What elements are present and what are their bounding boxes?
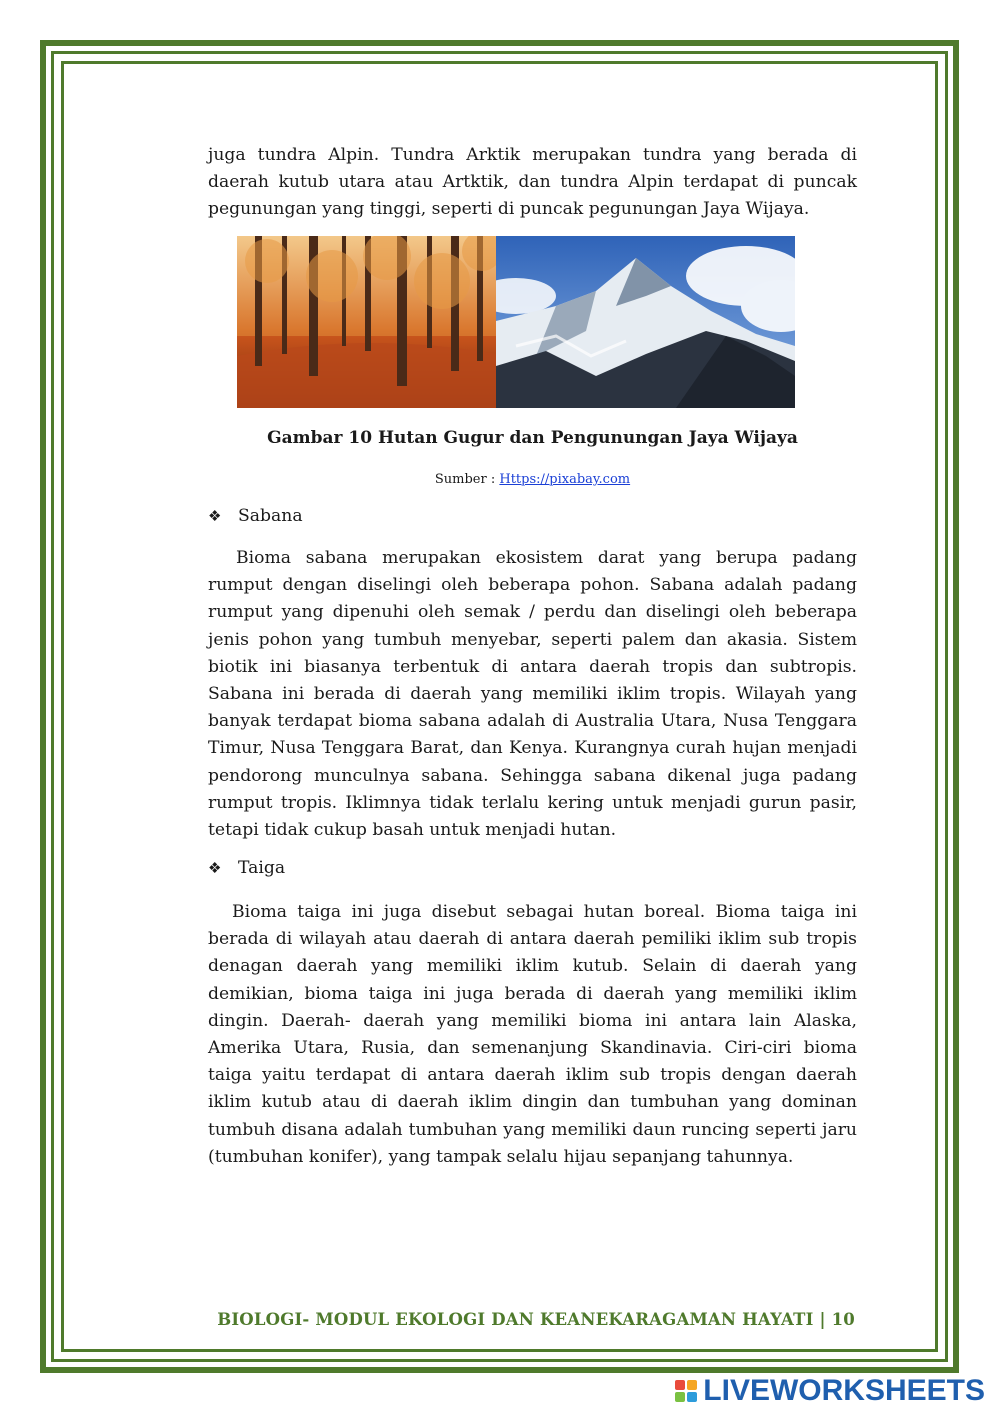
liveworksheets-logo-icon — [675, 1380, 697, 1402]
figure-images — [237, 236, 795, 408]
section-heading-label: Sabana — [238, 506, 303, 526]
autumn-forest-image — [237, 236, 496, 408]
intro-paragraph: juga tundra Alpin. Tundra Arktik merupakan tundra yang berada di daerah kutub utara atau Artktik, dan tundra Alpin terdapat di puncak pegunungan yang tinggi, seperti di puncak pegunungan Jaya Wijaya. — [208, 145, 857, 220]
sabana-paragraph: Bioma sabana merupakan ekosistem darat yang berupa padang rumput dengan diselingi oleh beberapa pohon. Sabana adalah padang rumput yang dipenuhi oleh semak / perdu dan diselingi oleh beberapa jenis pohon yang tumbuh menyebar, seperti palem dan akasia. Sistem biotik ini biasanya terbentuk di antara daerah tropis dan subtropis. Sabana ini berada di daerah yang memiliki iklim tropis. Wilayah yang banyak terdapat bioma sabana adalah di Australia Utara, Nusa Tenggara Timur, Nusa Tenggara Barat, dan Kenya. Kurangnya curah hujan menjadi pendorong munculnya sabana. Sehingga sabana dikenal juga padang rumput tropis. Iklimnya tidak terlalu kering untuk menjadi gurun pasir, tetapi tidak cukup basah untuk menjadi hutan. — [208, 548, 857, 841]
section-heading-sabana — [208, 506, 303, 526]
figure-source — [208, 472, 857, 487]
mountain-image — [496, 236, 795, 408]
watermark-text: LIVEWORKSHEETS — [703, 1374, 985, 1407]
liveworksheets-watermark[interactable] — [675, 1374, 985, 1408]
figure-caption: Gambar 10 Hutan Gugur dan Pengunungan Jaya Wijaya — [267, 428, 798, 448]
diamond-bullet-icon: ❖ — [208, 507, 222, 525]
diamond-bullet-icon: ❖ — [208, 859, 222, 877]
source-prefix: Sumber : — [434, 472, 500, 487]
page-footer: BIOLOGI- MODUL EKOLOGI DAN KEANEKARAGAMAN HAYATI | 10 — [217, 1310, 855, 1329]
taiga-paragraph: Bioma taiga ini juga disebut sebagai hutan boreal. Bioma taiga ini berada di wilayah atau daerah di antara daerah pemiliki iklim sub tropis denagan daerah yang memiliki iklim kutub. Selain di daerah yang demikian, bioma taiga ini juga berada di daerah yang memiliki iklim dingin. Daerah- daerah yang memiliki bioma ini antara lain Alaska, Amerika Utara, Rusia, dan semenanjung Skandinavia. Ciri-ciri bioma taiga yaitu terdapat di antara daerah iklim sub tropis dengan daerah iklim kutub atau di daerah iklim dingin dan tumbuhan yang dominan tumbuh disana adalah tumbuhan yang memiliki daun runcing seperti jaru (tumbuhan konifer), yang tampak selalu hijau sepanjang tahunnya. — [208, 902, 857, 1167]
source-link[interactable]: Https://pixabay.com — [499, 472, 631, 487]
section-heading-taiga — [208, 858, 285, 878]
section-heading-label: Taiga — [238, 858, 286, 878]
